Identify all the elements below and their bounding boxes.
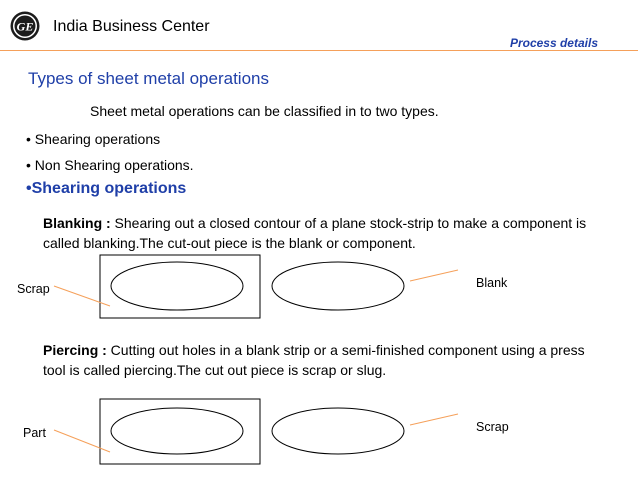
piercing-term: Piercing : [43,342,107,358]
label-scrap-blanking: Scrap [17,282,50,296]
section-heading-shearing: •Shearing operations [26,180,187,197]
bullet-non-shearing: • Non Shearing operations. [26,157,194,173]
blank-leader-line [410,270,458,281]
part-leader-line [54,430,110,452]
slide-title: Types of sheet metal operations [28,69,269,88]
header-title: India Business Center [53,18,210,35]
blanking-hole [111,262,243,310]
slug-piece [272,408,404,454]
intro-text: Sheet metal operations can be classified in to two types. [90,103,439,119]
section-link[interactable]: Process details [509,36,598,50]
blanking-strip [100,255,260,318]
pierced-hole [111,408,243,454]
slug-leader-line [410,414,458,425]
blanking-diagram [54,255,458,318]
scrap-leader-line [54,286,110,306]
bullet-shearing: • Shearing operations [26,131,161,147]
label-part: Part [23,426,46,440]
label-scrap-piercing: Scrap [476,420,509,434]
label-blank: Blank [476,276,508,290]
logo-text: GE [16,19,34,34]
blanking-term: Blanking : [43,215,111,231]
piercing-text: Cutting out holes in a blank strip or a semi-finished component using a press tool is called piercing.The cut out piece is scrap or slug. [43,342,585,378]
blank-piece [272,262,404,310]
blanking-text: Shearing out a closed contour of a plane stock-strip to make a component is called blanking.The cut-out piece is the blank or component. [43,215,587,251]
piercing-diagram [54,399,458,464]
